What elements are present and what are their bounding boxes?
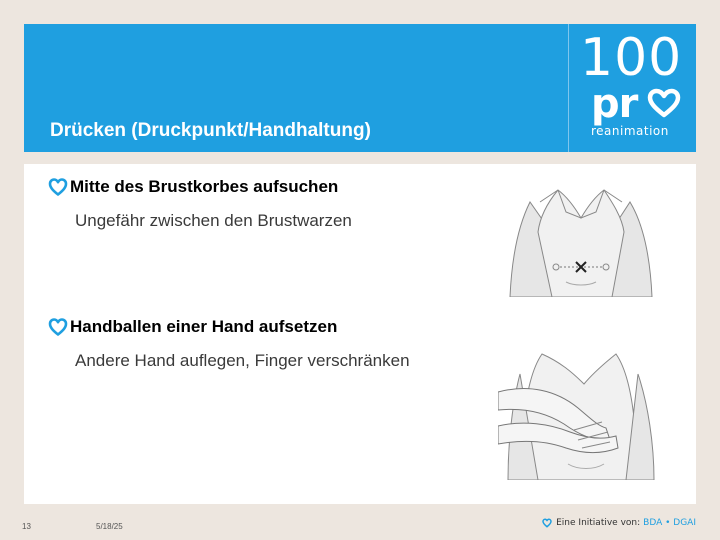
logo-heart-icon — [647, 88, 681, 118]
content-panel — [24, 164, 696, 504]
heart-icon — [48, 177, 68, 197]
bullet-subtext: Andere Hand auflegen, Finger verschränken — [75, 351, 410, 370]
logo-subtitle: reanimation — [591, 124, 669, 138]
bullet-subtext: Ungefähr zwischen den Brustwarzen — [75, 211, 352, 230]
bullet-title: Handballen einer Hand aufsetzen — [70, 317, 338, 336]
slide-date: 5/18/25 — [96, 522, 123, 531]
slide-title: Drücken (Druckpunkt/Handhaltung) — [50, 120, 371, 141]
footer-initiative — [542, 518, 696, 528]
chest-pressure-point-illustration — [500, 182, 660, 297]
page-number: 13 — [22, 522, 31, 531]
bullet-title: Mitte des Brustkorbes aufsuchen — [70, 177, 339, 196]
footer-heart-icon — [542, 518, 552, 528]
header-banner — [24, 24, 696, 152]
footer-orgs: BDA • DGAI — [643, 518, 696, 528]
heart-icon — [48, 317, 68, 337]
logo-100-pro-reanimation — [569, 24, 696, 152]
bullet-2 — [48, 317, 337, 337]
logo-word: pr — [591, 81, 638, 127]
hand-position-illustration — [498, 344, 662, 480]
logo-number: 100 — [580, 28, 683, 88]
footer-initiative-label: Eine Initiative von: — [556, 518, 641, 528]
bullet-1 — [48, 177, 338, 197]
